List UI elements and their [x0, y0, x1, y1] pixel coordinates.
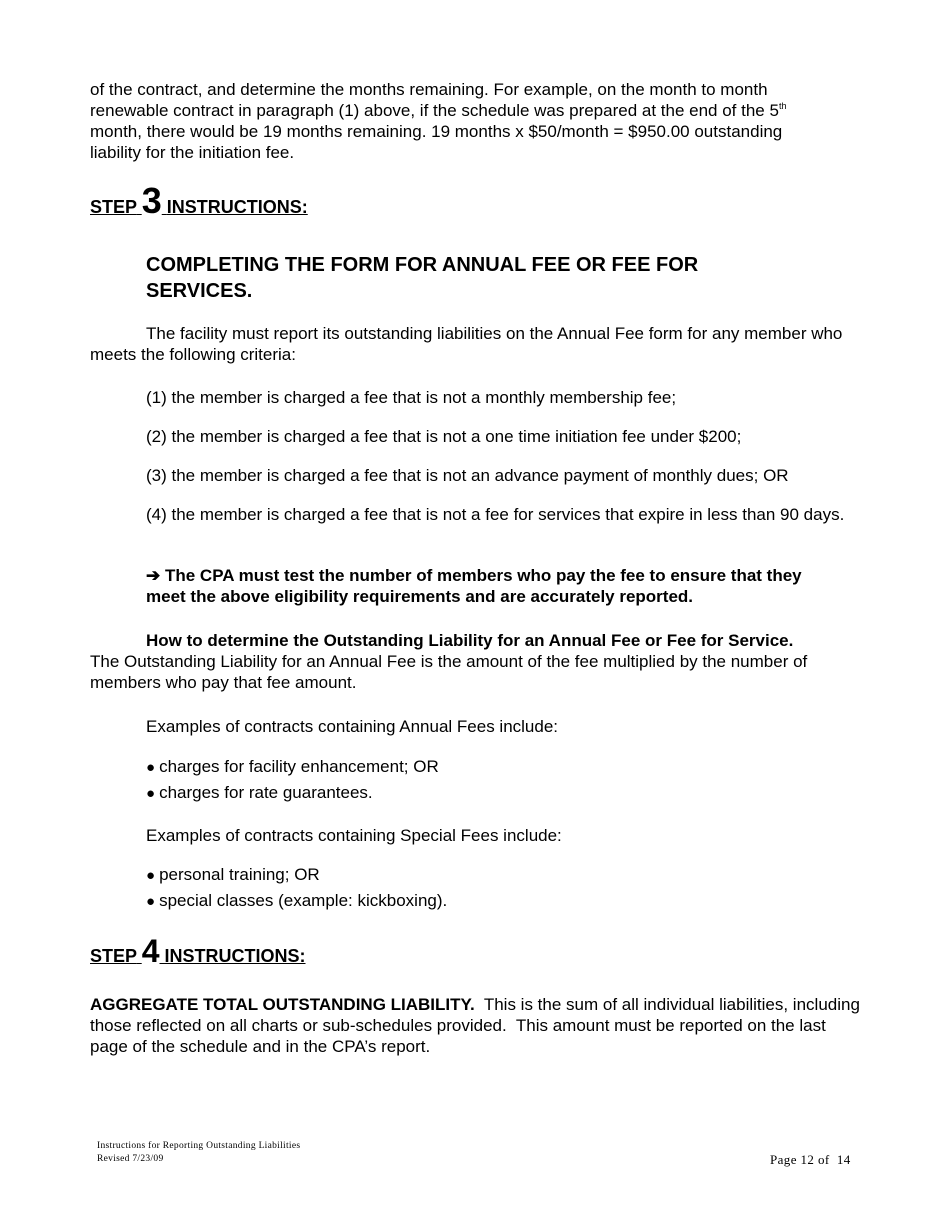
page-number: Page 12 of 14	[770, 1152, 851, 1167]
step-4-paragraph	[90, 994, 865, 1057]
criteria-intro: The facility must report its outstanding liabilities on the Annual Fee form for any member who meets the following criteria:	[90, 324, 843, 364]
criteria-item-2: (2) the member is charged a fee that is not a one time initiation fee under $200;	[146, 427, 742, 446]
criteria-item-4: (4) the member is charged a fee that is not a fee for services that expire in less than 90 days.	[146, 505, 845, 524]
cpa-note: ➔ The CPA must test the number of members who pay the fee to ensure that they meet the above eligibility requirements and are accurately reported.	[146, 566, 802, 606]
footer-revised: Revised 7/23/09	[97, 1154, 164, 1164]
annual-examples-intro: Examples of contracts containing Annual Fees include:	[146, 717, 559, 736]
footer-doc-title: Instructions for Reporting Outstanding Liabilities	[97, 1141, 301, 1151]
how-to-paragraph	[90, 630, 865, 693]
step-3-subheading: COMPLETING THE FORM FOR ANNUAL FEE OR FEE FOR SERVICES.	[146, 254, 699, 302]
step-3-heading: STEP 3 INSTRUCTIONS:	[90, 180, 308, 221]
intro-line-1: of the contract, and determine the months remaining. For example, on the month to month	[90, 80, 768, 99]
special-examples-list	[146, 864, 865, 912]
ordinal-suffix: th	[778, 101, 787, 111]
list-item: ● personal training; OR	[146, 864, 865, 886]
step-3-number: 3	[141, 180, 162, 221]
how-to-heading: How to determine the Outstanding Liability for an Annual Fee or Fee for Service.	[146, 631, 794, 650]
intro-line-4: liability for the initiation fee.	[90, 143, 295, 162]
step-4-lead: AGGREGATE TOTAL OUTSTANDING LIABILITY.	[90, 995, 475, 1014]
intro-paragraph	[90, 79, 865, 163]
intro-line-2: renewable contract in paragraph (1) above, if the schedule was prepared at the end of the 5th	[90, 101, 787, 120]
how-to-body: The Outstanding Liability for an Annual Fee is the amount of the fee multiplied by the number of members who pay that fee amount.	[90, 652, 808, 692]
list-item: ● special classes (example: kickboxing).	[146, 890, 865, 912]
footer-doc-info	[97, 1140, 300, 1166]
list-item: ● charges for facility enhancement; OR	[146, 756, 865, 778]
step-4-body: This is the sum of all individual liabilities, including those reflected on all charts or sub-schedules provided. This amount must be reported on the last page of the schedule and in the CPA’s report.	[90, 995, 865, 1056]
criteria-item-3: (3) the member is charged a fee that is not an advance payment of monthly dues; OR	[146, 466, 789, 485]
criteria-item-1: (1) the member is charged a fee that is not a monthly membership fee;	[146, 388, 677, 407]
special-examples-intro: Examples of contracts containing Special Fees include:	[146, 826, 562, 845]
intro-line-3: month, there would be 19 months remaining. 19 months x $50/month = $950.00 outstanding	[90, 122, 783, 141]
annual-examples-list	[146, 756, 865, 804]
step-4-number: 4	[141, 933, 160, 969]
list-item: ● charges for rate guarantees.	[146, 782, 865, 804]
step-4-heading: STEP 4 INSTRUCTIONS:	[90, 933, 306, 969]
